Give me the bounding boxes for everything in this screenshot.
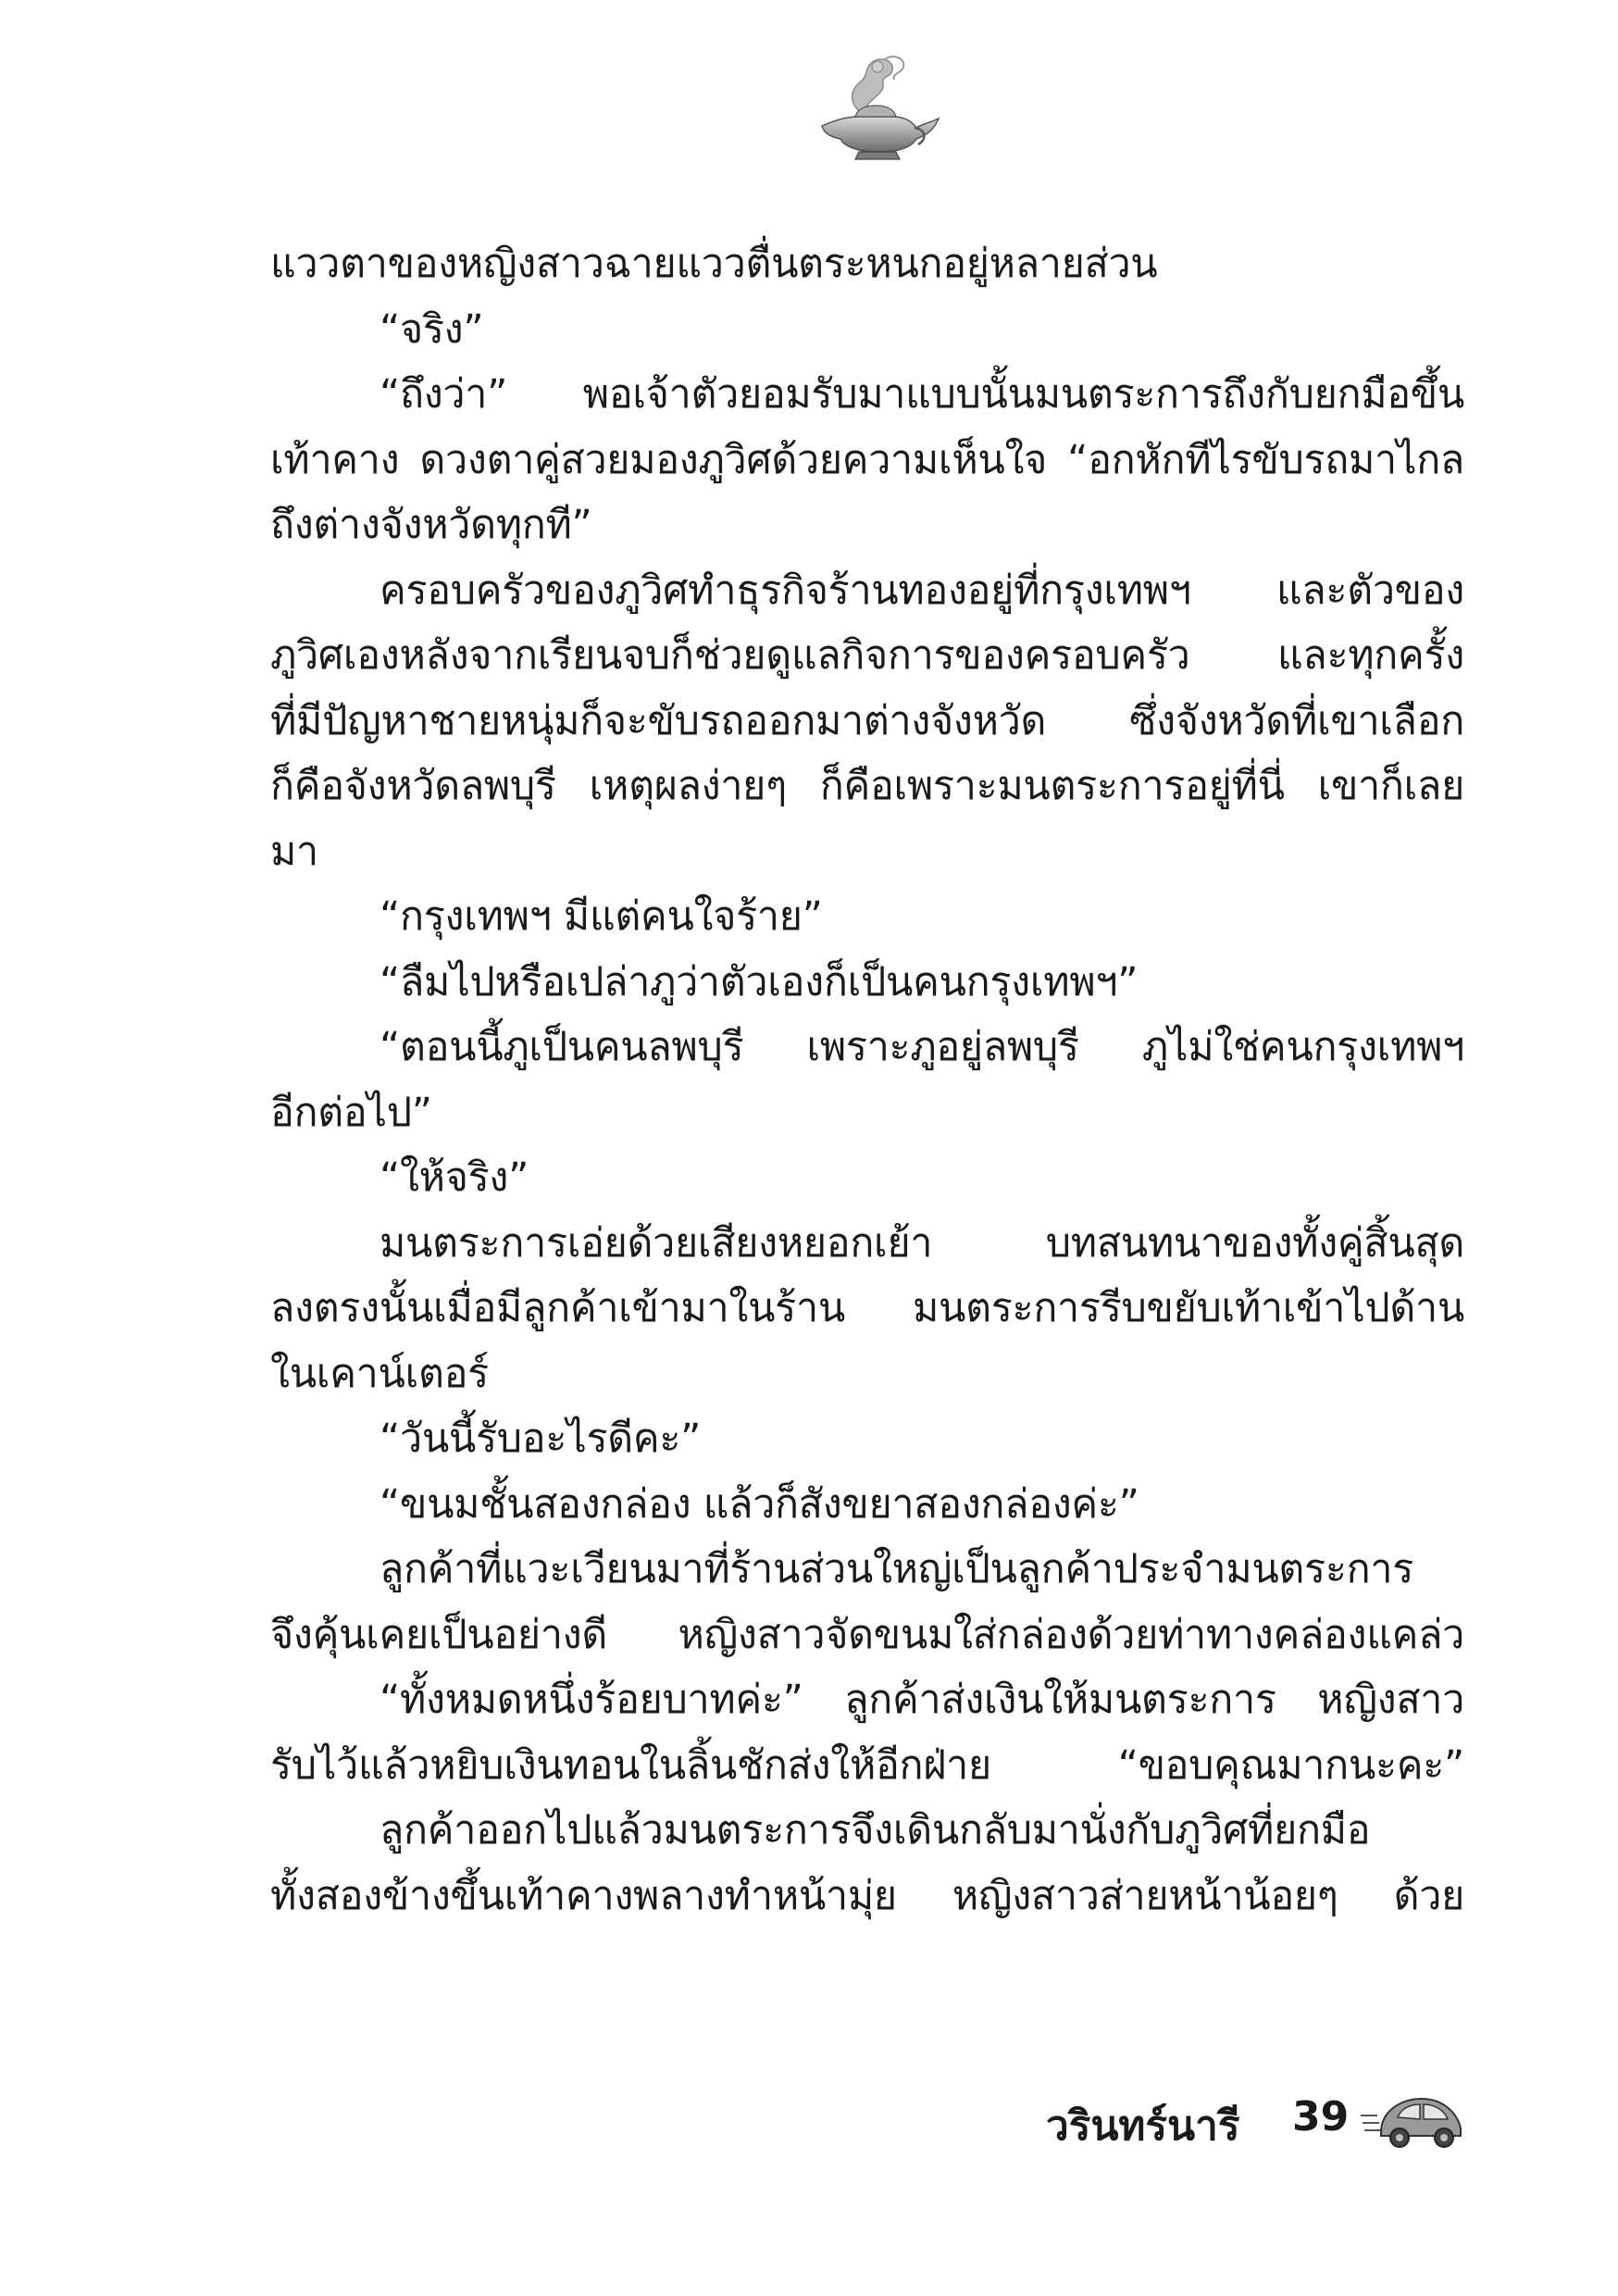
text-line: “กรุงเทพฯ มีแต่คนใจร้าย” [380,893,823,940]
body-text [270,231,1464,1928]
text-line: มา [270,828,318,875]
genie-lamp-icon [803,54,942,165]
text-line: ก็คือจังหวัดลพบุรี เหตุผลง่ายๆ ก็คือเพราะมนตระการอยู่ที่นี่ เขาก็เลย [270,763,1464,809]
text-line: ทั้งสองข้างขึ้นเท้าคางพลางทำหน้ามุ่ย หญิงสาวส่ายหน้าน้อยๆ ด้วย [270,1872,1464,1919]
text-line: ลูกค้าออกไปแล้วมนตระการจึงเดินกลับมานั่งกับภูวิศที่ยกมือ [380,1807,1371,1853]
text-line: “ลืมไปหรือเปล่าภูว่าตัวเองก็เป็นคนกรุงเทพฯ” [380,958,1139,1005]
text-line: ลูกค้าที่แวะเวียนมาที่ร้านส่วนใหญ่เป็นลูกค้าประจำมนตระการ [380,1546,1414,1592]
text-line: ที่มีปัญหาชายหนุ่มก็จะขับรถออกมาต่างจังหวัด ซึ่งจังหวัดที่เขาเลือก [270,697,1464,744]
text-line: ภูวิศเองหลังจากเรียนจบก็ช่วยดูแลกิจการของครอบครัว และทุกครั้ง [270,632,1464,679]
text-line: “ให้จริง” [380,1154,529,1201]
text-line: แววตาของหญิงสาวฉายแววตื่นตระหนกอยู่หลายส่วน [270,241,1158,287]
page-footer [1027,2088,1472,2152]
text-line: “ทั้งหมดหนึ่งร้อยบาทค่ะ” ลูกค้าส่งเงินให้มนตระการ หญิงสาว [380,1677,1464,1723]
text-line: “ขนมชั้นสองกล่อง แล้วก็สังขยาสองกล่องค่ะ” [380,1480,1139,1528]
text-line: ลงตรงนั้นเมื่อมีลูกค้าเข้ามาในร้าน มนตระการรีบขยับเท้าเข้าไปด้าน [270,1285,1464,1331]
text-line: “ตอนนี้ภูเป็นคนลพบุรี เพราะภูอยู่ลพบุรี ภูไม่ใช่คนกรุงเทพฯ [380,1024,1464,1070]
text-line: “จริง” [380,306,484,353]
text-line: อีกต่อไป” [270,1089,432,1136]
text-line: จึงคุ้นเคยเป็นอย่างดี หญิงสาวจัดขนมใส่กล่องด้วยท่าทางคล่องแคล่ว [270,1611,1464,1658]
text-line: มนตระการเอ่ยด้วยเสียงหยอกเย้า บทสนทนาของทั้งคู่สิ้นสุด [380,1219,1464,1267]
text-line: รับไว้แล้วหยิบเงินทอนในลิ้นชักส่งให้อีกฝ่าย “ขอบคุณมากนะคะ” [270,1741,1464,1789]
text-line: “วันนี้รับอะไรดีคะ” [380,1416,702,1462]
text-line: ถึงต่างจังหวัดทุกที” [270,502,592,548]
text-line: ในเคาน์เตอร์ [270,1350,489,1397]
text-line: เท้าคาง ดวงตาคู่สวยมองภูวิศด้วยความเห็นใจ “อกหักทีไรขับรถมาไกล [270,436,1464,483]
car-icon [1361,2088,1464,2149]
text-line: ครอบครัวของภูวิศทำธุรกิจร้านทองอยู่ที่กรุงเทพฯ และตัวของ [380,567,1464,614]
book-title: วรินทร์นารี [1046,2103,1240,2150]
page-number: 39 [1292,2093,1350,2140]
text-line: “ถึงว่า” พอเจ้าตัวยอมรับมาแบบนั้นมนตระการถึงกับยกมือขึ้น [380,371,1464,418]
